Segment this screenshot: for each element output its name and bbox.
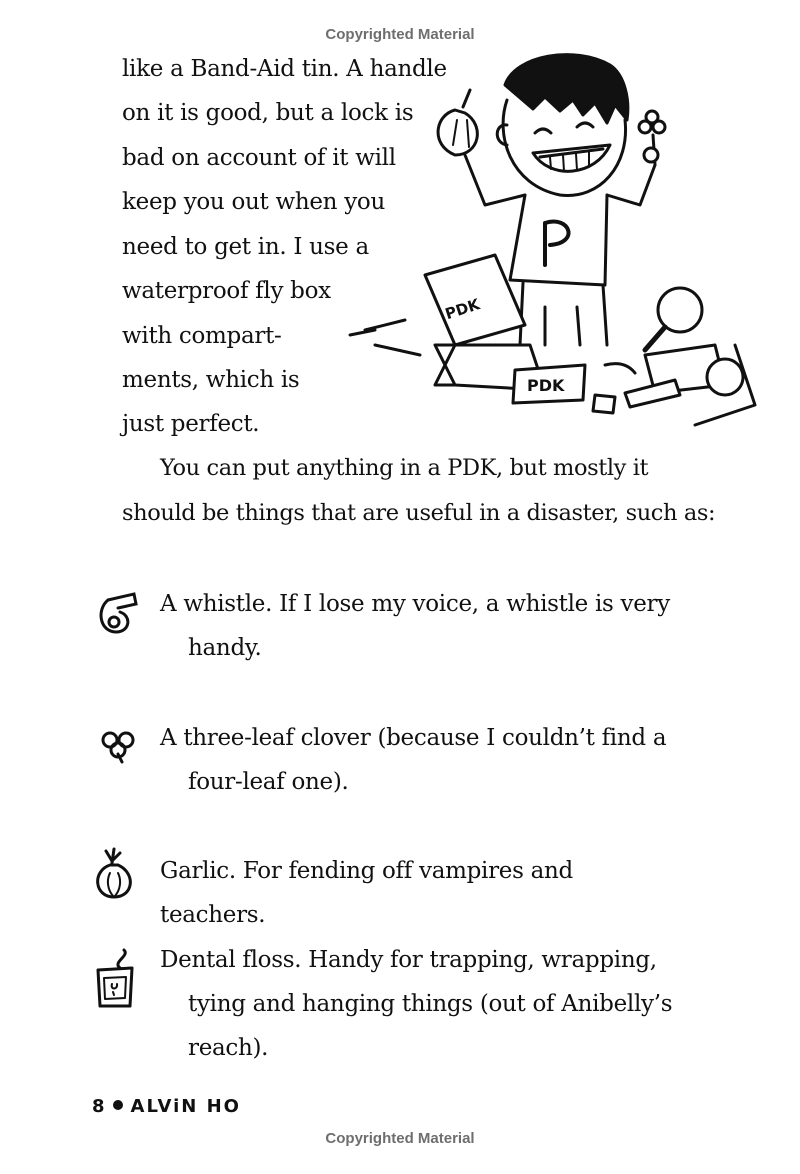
garlic-icon bbox=[88, 845, 140, 901]
item-text: A three-leaf clover (because I couldn’t find a bbox=[160, 725, 667, 751]
intro-line: need to get in. I use a bbox=[122, 234, 369, 260]
box-label: PDK bbox=[442, 295, 482, 324]
intro-line: keep you out when you bbox=[122, 189, 385, 215]
list-item bbox=[160, 849, 680, 937]
list-item bbox=[160, 716, 680, 804]
item-text-continued: tying and hanging things (out of Anibelly’s bbox=[188, 991, 673, 1017]
whistle-icon bbox=[94, 588, 140, 638]
item-text-continued: handy. bbox=[188, 635, 262, 661]
item-text-continued: reach). bbox=[188, 1035, 269, 1061]
intro-line: waterproof fly box bbox=[122, 278, 331, 304]
page-footer bbox=[92, 1096, 241, 1117]
item-text: Dental floss. Handy for trapping, wrapping, bbox=[160, 947, 657, 973]
bullet-dot bbox=[113, 1100, 123, 1110]
clover-icon bbox=[98, 724, 138, 764]
intro-line: ments, which is bbox=[122, 367, 300, 393]
intro-line: with compart- bbox=[122, 323, 282, 349]
page-number: 8 bbox=[92, 1096, 107, 1117]
intro-line: just perfect. bbox=[122, 411, 260, 437]
copyright-header: Copyrighted Material bbox=[325, 26, 475, 43]
paragraph-line: should be things that are useful in a disaster, such as: bbox=[122, 500, 716, 526]
copyright-footer: Copyrighted Material bbox=[325, 1130, 475, 1147]
dental-floss-icon bbox=[90, 946, 140, 1010]
paragraph-line: You can put anything in a PDK, but mostly it bbox=[160, 455, 649, 481]
list-item bbox=[160, 938, 680, 1070]
box-label: PDK bbox=[527, 376, 565, 395]
list-item bbox=[160, 582, 680, 670]
intro-line: like a Band-Aid tin. A handle bbox=[122, 56, 447, 82]
intro-line: on it is good, but a lock is bbox=[122, 100, 414, 126]
intro-line: bad on account of it will bbox=[122, 145, 396, 171]
item-text: Garlic. For fending off vampires and teachers. bbox=[160, 858, 573, 928]
alvin-illustration bbox=[345, 45, 765, 435]
item-text-continued: four-leaf one). bbox=[188, 769, 349, 795]
item-text: A whistle. If I lose my voice, a whistle is very bbox=[160, 591, 670, 617]
book-title: ALViN HO bbox=[130, 1096, 241, 1117]
shirt-letter: P bbox=[553, 250, 554, 251]
